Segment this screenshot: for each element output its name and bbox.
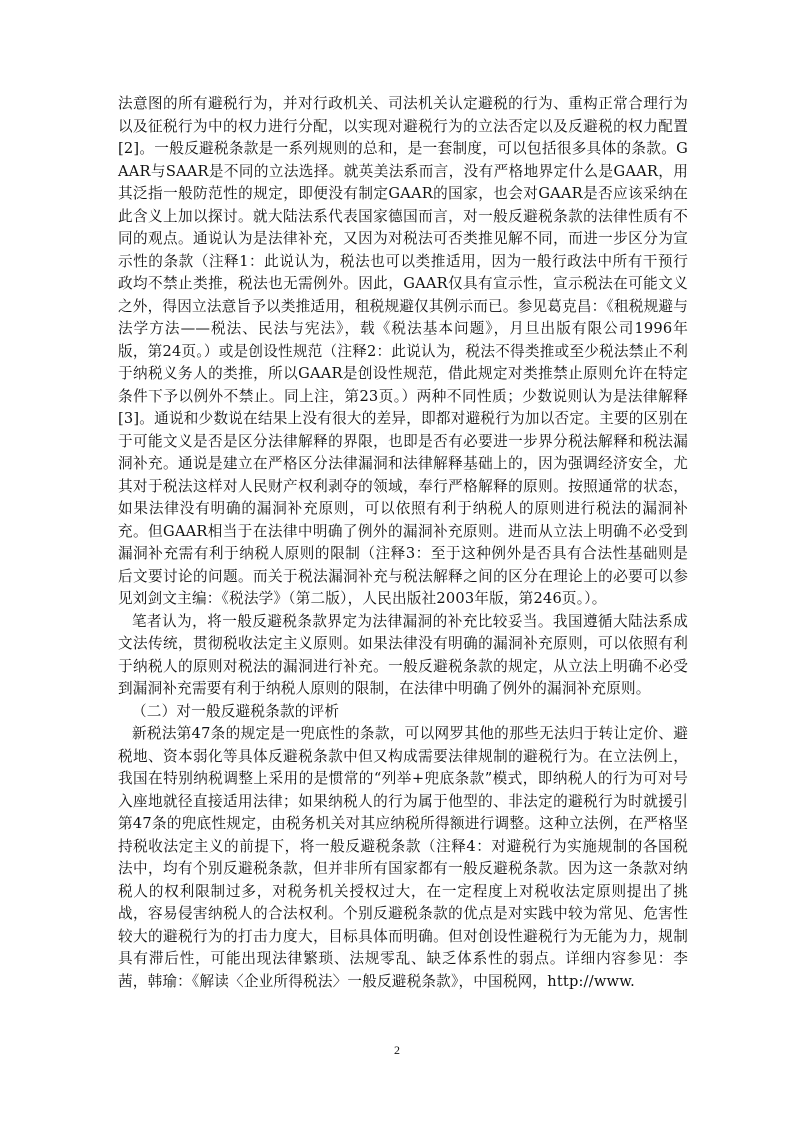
paragraph-article-47-analysis: 新税法第47条的规定是一兜底性的条款，可以网罗其他的那些无法归于转让定价、避税地、资本弱化等具体反避税条款中但又构成需要法律规制的避税行为。在立法例上，我国在特别纳税调整上采用的是惯常的“列举+兜底条款”模式，即纳税人的行为可对号入座地就径直接适用法律；如果纳税人的行为属于他型的、非法定的避税行为时就援引第47条的兜底性规定，由税务机关对其应纳税所得额进行调整。这种立法例，在严格坚持税收法定主义的前提下，将一般反避税条款（注释4：对避税行为实施规制的各国税法中，均有个别反避税条款，但并非所有国家都有一般反避税条款。因为这一条款对纳税人的权利限制过多，对税务机关授权过大，在一定程度上对税收法定原则提出了挑战，容易侵害纳税人的合法权利。个别反避税条款的优点是对实践中较为常见、危害性较大的避税行为的打击力度大，目标具体而明确。但对创设性避税行为无能为力，规制具有滞后性，可能出现法律繁琐、法规零乱、缺乏体系性的弱点。详细内容参见：李茜，韩瑜：《解读〈企业所得税法〉一般反避税条款》，中国税网，http://www. (118, 725, 688, 990)
page-number: 2 (394, 1043, 400, 1057)
paragraph-author-view: 笔者认为，将一般反避税条款界定为法律漏洞的补充比较妥当。我国遵循大陆法系成文法传统，贯彻税收法定主义原则。如果法律没有明确的漏洞补充原则，可以依照有利于纳税人的原则对税法的漏洞进行补充。一般反避税条款的规定，从立法上明确不必受到漏洞补充需要有利于纳税人原则的限制，在法律中明确了例外的漏洞补充原则。 (118, 612, 688, 697)
body-text (118, 93, 688, 993)
section-heading: （二）对一般反避税条款的评析 (132, 702, 340, 720)
paragraph-gaar-definition: 法意图的所有避税行为，并对行政机关、司法机关认定避税的行为、重构正常合理行为以及征税行为中的权力进行分配，以实现对避税行为的立法否定以及反避税的权力配置[2]。一般反避税条款是一系列规则的总和，是一套制度，可以包括很多具体的条款。GAAR与SAAR是不同的立法选择。就英美法系而言，没有严格地界定什么是GAAR，用其泛指一般防范性的规定，即便没有制定GAAR的国家，也会对GAAR是否应该采纳在此含义上加以探讨。就大陆法系代表国家德国而言，对一般反避税条款的法律性质有不同的观点。通说认为是法律补充，又因为对税法可否类推见解不同，而进一步区分为宣示性的条款（注释1：此说认为，税法也可以类推适用，因为一般行政法中所有干预行政均不禁止类推，税法也无需例外。因此，GAAR仅具有宣示性，宣示税法在可能文义之外，得因立法意旨予以类推适用，租税规避仅其例示而已。参见葛克昌：《租税规避与法学方法——税法、民法与宪法》，载《税法基本问题》，月旦出版有限公司1996年版，第24页。）或是创设性规范（注释2：此说认为，税法不得类推或至少税法禁止不利于纳税义务人的类推，所以GAAR是创设性规范，借此规定对类推禁止原则允许在特定条件下予以例外不禁止。同上注，第23页。）两种不同性质；少数说则认为是法律解释[3]。通说和少数说在结果上没有很大的差异，即都对避税行为加以否定。主要的区别在于可能文义是否是区分法律解释的界限，也即是否有必要进一步界分税法解释和税法漏洞补充。通说是建立在严格区分法律漏洞和法律解释基础上的，因为强调经济安全，尤其对于税法这样对人民财产权利剥夺的领域，奉行严格解释的原则。按照通常的状态，如果法律没有明确的漏洞补充原则，可以依照有利于纳税人的原则进行税法的漏洞补充。但GAAR相当于在法律中明确了例外的漏洞补充原则。进而从立法上明确不必受到漏洞补充需有利于纳税人原则的限制（注释3：至于这种例外是否具有合法性基础则是后文要讨论的问题。而关于税法漏洞补充与税法解释之间的区分在理论上的必要可以参见刘剑文主编：《税法学》（第二版），人民出版社2003年版，第246页。）。 (118, 95, 688, 607)
